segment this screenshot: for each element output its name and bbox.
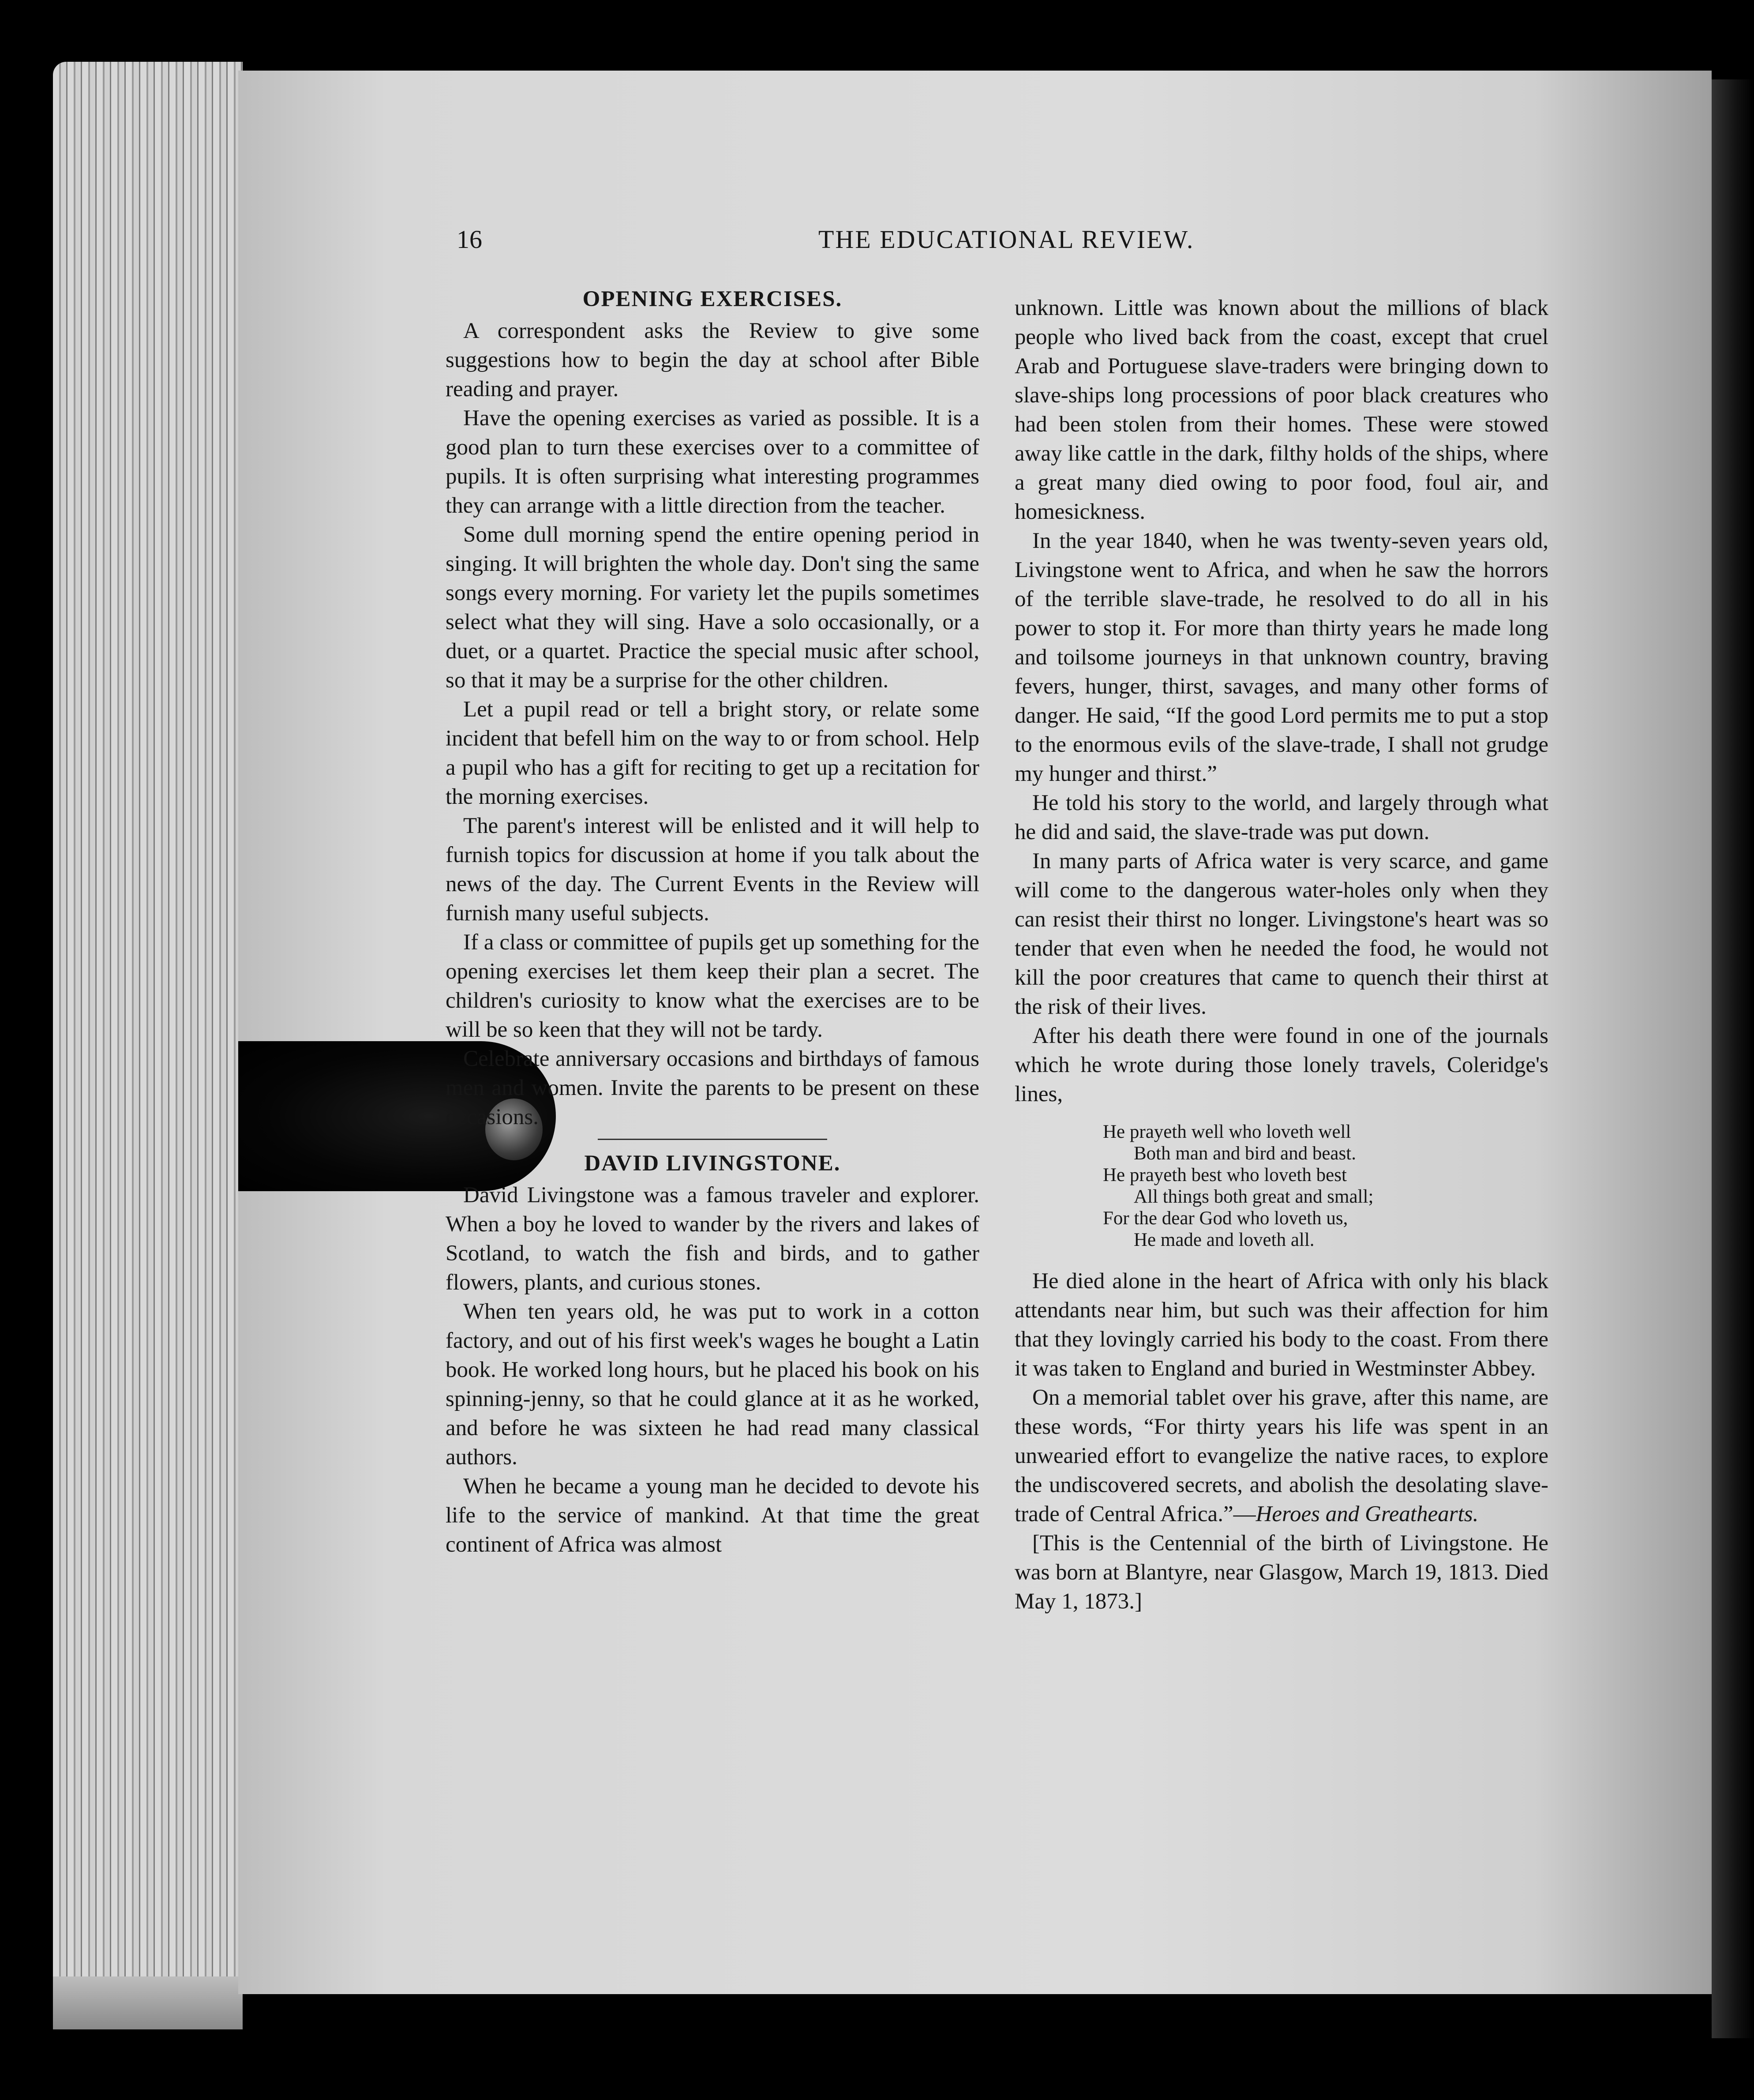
book-binding [1712,79,1754,2038]
centennial-note: [This is the Centennial of the birth of Livingstone. He was born at Blantyre, near Glasgow, March 19, 1813. Died May 1, 1873.] [1015,1531,1548,1614]
poem-line: All things both great and small; [1134,1186,1374,1207]
heading-david-livingstone: DAVID LIVINGSTONE. [584,1151,841,1176]
poem-line: He prayeth well who loveth well [1103,1121,1351,1142]
paragraph: If a class or committee of pupils get up something for the opening exercises let them keep their plan a secret. The children's curiosity to know what the exercises are to be will be so keen that they will not be tardy. [446,930,979,1042]
poem [1103,1121,1548,1251]
poem-line: He prayeth best who loveth best [1103,1165,1347,1185]
paragraph: Have the opening exercises as varied as possible. It is a good plan to turn these exercises over to a committee of pupils. It is often surprising what interesting programmes they can arrange with a little direction from the teacher. [446,406,979,518]
paragraph: In many parts of Africa water is very scarce, and game will come to the dangerous water-holes only when they can resist their thirst no longer. Livingstone's heart was so tender that even when he needed the food, he would not kill the poor creatures that came to quench their thirst at the risk of their lives. [1015,849,1548,1019]
paragraph: The parent's interest will be enlisted and it will help to furnish topics for discussion at home if you talk about the news of the day. The Current Events in the Review will furnish many useful subjects. [446,814,979,926]
heading-opening-exercises: OPENING EXERCISES. [582,287,843,311]
paragraph: unknown. Little was known about the millions of black people who lived back from the coast, except that cruel Arab and Portuguese slave-traders were bringing down to slave-ships long processions of poor black creatures who had been stolen from their homes. These were stowed away like cattle in the dark, filthy holds of the ships, where a great many died owing to poor food, foul air, and homesickness. [1015,296,1548,524]
journal-title: THE EDUCATIONAL REVIEW. [818,225,1195,254]
paragraph [1015,1383,1548,1529]
paragraph: Let a pupil read or tell a bright story, or relate some incident that befell him on the way to or from school. Help a pupil who has a gift for reciting to get up a recitation for the morning exercises. [446,697,979,809]
paragraph: After his death there were found in one of the journals which he wrote during those lonely travels, Coleridge's lines, [1015,1024,1548,1106]
paragraph: Some dull morning spend the entire opening period in singing. It will brighten the whole day. Don't sing the same songs every morning. For variety let the pupils sometimes select what they will sing. Have a solo occasionally, or a duet, or a quartet. Practice the special music after school, so that it may be a surprise for the other children. [446,522,979,693]
paragraph: He told his story to the world, and largely through what he did and said, the slave-trade was put down. [1015,791,1548,844]
poem-line: For the dear God who loveth us, [1103,1208,1348,1229]
left-column [446,285,979,1559]
section-divider [598,1139,827,1140]
paragraph: When ten years old, he was put to work in a cotton factory, and out of his first week's wages he bought a Latin book. He worked long hours, but he placed his book on his spinning-jenny, so that he could glance at it as he worked, and before he was sixteen he had read many classical authors. [446,1299,979,1470]
page-header [457,225,1251,260]
source-citation: Heroes and Greathearts. [1256,1502,1479,1526]
paragraph: When he became a young man he decided to devote his life to the service of mankind. At that time the great continent of Africa was almost [446,1474,979,1557]
paragraph: He died alone in the heart of Africa with only his black attendants near him, but such was their affection for him that they lovingly carried his body to the coast. From there it was taken to England and buried in Westminster Abbey. [1015,1269,1548,1381]
memorial-text: On a memorial tablet over his grave, after this name, are these words, “For thirty years his life was spent in an unwearied effort to evangelize the native races, to explore the undiscovered secrets, and abolish the desolating slave-trade of Central Africa.”— [1015,1385,1548,1526]
page-number: 16 [457,225,482,254]
paragraph: David Livingstone was a famous traveler and explorer. When a boy he loved to wander by the rivers and lakes of Scotland, to watch the fish and birds, and to gather flowers, plants, and curious stones. [446,1183,979,1295]
paragraph: In the year 1840, when he was twenty-seven years old, Livingstone went to Africa, and when he saw the horrors of the terrible slave-trade, he resolved to do all in his power to stop it. For more than thirty years he made long and toilsome journeys in that unknown country, braving fevers, hunger, thirst, savages, and many other forms of danger. He said, “If the good Lord permits me to put a stop to the enormous evils of the slave-trade, I shall not grudge my hunger and thirst.” [1015,529,1548,786]
paragraph: A correspondent asks the Review to give some suggestions how to begin the day at school after Bible reading and prayer. [446,319,979,401]
right-column [1015,293,1548,1616]
page-stack-edges [53,62,243,2029]
poem-line: Both man and bird and beast. [1134,1143,1356,1164]
paragraph: Celebrate anniversary occasions and birthdays of famous men and women. Invite the parents to be present on these occasions. [446,1046,979,1129]
poem-line: He made and loveth all. [1134,1230,1315,1250]
